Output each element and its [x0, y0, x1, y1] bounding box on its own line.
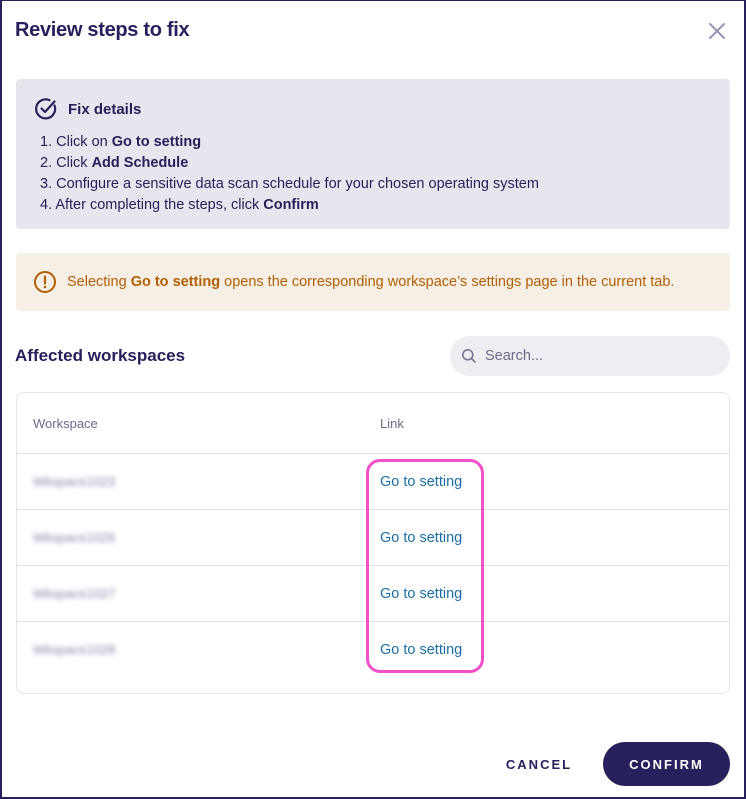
column-header-workspace: Workspace [33, 416, 98, 431]
check-circle-icon [34, 97, 58, 121]
close-icon [706, 20, 728, 42]
step-3: 3. Configure a sensitive data scan schedule for your chosen operating system [40, 176, 539, 192]
warning-banner [16, 253, 730, 311]
workspaces-table [16, 392, 730, 694]
fix-details-heading: Fix details [68, 100, 142, 118]
dialog-title: Review steps to fix [15, 19, 190, 41]
go-to-setting-link[interactable]: Go to setting [380, 586, 463, 602]
workspace-name: Wkspace1023 [33, 474, 116, 489]
search-icon [461, 348, 477, 364]
search-input[interactable] [485, 348, 715, 364]
table-row [17, 566, 729, 622]
table-row [17, 510, 729, 566]
warning-text: Selecting Go to setting opens the corresponding workspace’s settings page in the current tab. [67, 274, 675, 290]
step-4: 4. After completing the steps, click Confirm [40, 197, 319, 213]
table-row [17, 454, 729, 510]
go-to-setting-link[interactable]: Go to setting [380, 474, 463, 490]
table-header [17, 393, 729, 454]
step-1: 1. Click on Go to setting [40, 134, 202, 150]
workspace-name: Wkspace1028 [33, 642, 116, 657]
cancel-button[interactable]: CANCEL [497, 743, 581, 785]
affected-workspaces-title: Affected workspaces [15, 346, 186, 365]
fix-steps-list [40, 132, 539, 216]
confirm-button[interactable]: CONFIRM [603, 742, 730, 786]
close-button[interactable] [706, 20, 728, 42]
column-header-link: Link [380, 416, 404, 431]
fix-details-panel [16, 79, 730, 229]
table-row [17, 622, 729, 678]
go-to-setting-link[interactable]: Go to setting [380, 530, 463, 546]
step-2: 2. Click Add Schedule [40, 155, 189, 171]
alert-circle-icon [33, 270, 57, 294]
workspace-name: Wkspace1026 [33, 530, 116, 545]
search-field[interactable] [450, 336, 730, 376]
workspace-name: Wkspace1027 [33, 586, 116, 601]
go-to-setting-link[interactable]: Go to setting [380, 642, 463, 658]
